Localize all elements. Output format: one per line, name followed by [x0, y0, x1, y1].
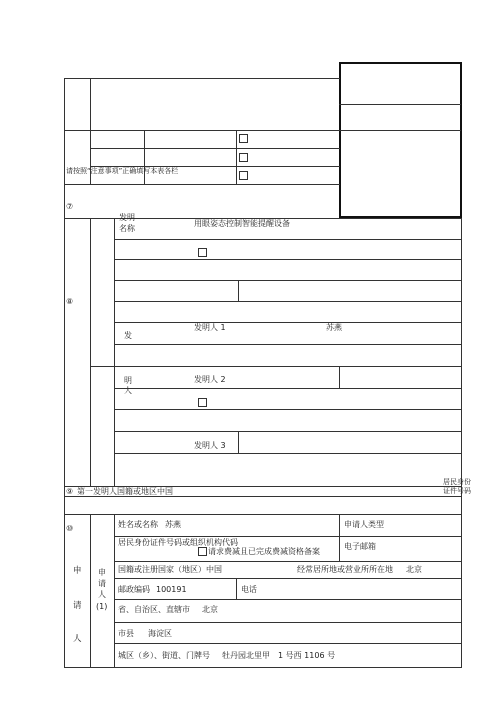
col-divider [339, 514, 340, 561]
inventor-1-name: 苏燕 [326, 323, 342, 332]
section-9-marker: ⑨ [66, 487, 74, 496]
phone-label: 电话 [241, 585, 257, 594]
col-divider [236, 578, 237, 599]
city-value: 海淀区 [148, 629, 172, 638]
province-label: 省、自治区、直辖市 [118, 605, 190, 614]
row-line [90, 148, 340, 149]
row-line [64, 184, 340, 185]
row-line [114, 453, 462, 454]
row-line [114, 301, 462, 302]
invention-name-label: 名称 [119, 224, 135, 233]
inventor-1-label: 发明人 1 [194, 323, 226, 332]
right-border [461, 218, 462, 668]
applicant-vertical-qing: 请 [73, 601, 82, 611]
col-divider [90, 218, 91, 486]
row-line [114, 409, 462, 410]
resident-id-label-1: 居民身份 [443, 478, 471, 486]
street-value: 牡丹园北里甲 [222, 651, 270, 660]
row-line [90, 366, 462, 367]
postcode-value: 100191 [156, 585, 187, 594]
row-line [114, 280, 462, 281]
resident-id-label-2: 证件号码 [443, 487, 471, 495]
email-label: 电子邮箱 [344, 542, 376, 551]
invention-label: 发明 [119, 213, 135, 222]
id-number-label: 居民身份证件号码或组织机构代码 [118, 538, 238, 547]
applicant-vertical-ren: 人 [73, 634, 82, 644]
first-inventor-nationality: 第一发明人国籍或地区中国 [77, 487, 173, 496]
checkbox[interactable] [239, 171, 248, 180]
inventor-2-label: 发明人 2 [194, 375, 226, 384]
house-number-value: 1 号西 1106 号 [278, 651, 336, 660]
inventor-3-label: 发明人 3 [194, 441, 226, 450]
row-line [114, 599, 462, 600]
inventor-vertical-ming: 明 [124, 376, 132, 385]
top-border [64, 78, 340, 79]
street-label: 城区（乡）、街道、门牌号 [118, 651, 210, 660]
office-box-divider [339, 104, 461, 105]
fee-reduction-checkbox[interactable] [198, 547, 207, 556]
bottom-border [64, 667, 462, 668]
row-line [64, 496, 462, 497]
col-divider [236, 130, 237, 184]
checkbox[interactable] [239, 134, 248, 143]
row-line [114, 622, 462, 623]
country-label: 国籍或注册国家（地区）中国 [118, 565, 222, 574]
fill-instruction-note: 请按照“注意事项”正确填写本表各栏 [66, 167, 179, 175]
row-line [64, 514, 462, 515]
applicant-1-ren: 人 [98, 590, 106, 599]
applicant-1-shen: 申 [98, 568, 106, 577]
row-line [114, 259, 462, 260]
applicant-vertical-shen: 申 [73, 566, 82, 576]
left-border [64, 78, 65, 668]
applicant-1-qing: 请 [98, 579, 106, 588]
row-line [114, 239, 462, 240]
applicant-type-label: 申请人类型 [344, 520, 384, 529]
inventor-vertical-ren: 人 [124, 386, 132, 395]
row-line [114, 322, 462, 323]
col-divider [238, 431, 239, 453]
row-line [114, 536, 462, 537]
section-8-marker: ⑧ [66, 297, 74, 306]
section-10-marker: ⑩ [66, 524, 74, 533]
row-line [114, 561, 462, 562]
province-value: 北京 [202, 605, 218, 614]
applicant-1-number: (1) [96, 602, 108, 611]
checkbox[interactable] [239, 153, 248, 162]
row-line [114, 388, 462, 389]
checkbox[interactable] [198, 248, 207, 257]
section-7-marker: ⑦ [66, 202, 74, 211]
invention-name-value: 用眼姿态控制智能提醒设备 [194, 219, 290, 228]
inventor-vertical-fa: 发 [124, 331, 132, 340]
col-divider [238, 280, 239, 301]
col-divider [90, 514, 91, 667]
col-divider [339, 366, 340, 388]
fee-reduction-label: 请求费减且已完成费减资格备案 [208, 547, 320, 556]
office-box-divider [339, 130, 461, 131]
row-line [64, 130, 340, 131]
postcode-label: 邮政编码 [118, 585, 150, 594]
name-value: 苏燕 [165, 520, 181, 529]
office-use-box [339, 62, 462, 218]
residence-value: 北京 [406, 565, 422, 574]
row-line [114, 578, 462, 579]
residence-label: 经常居所地或营业所所在地 [297, 565, 393, 574]
name-label: 姓名或名称 [118, 520, 158, 529]
row-line [114, 431, 462, 432]
row-line [114, 643, 462, 644]
row-line [114, 344, 462, 345]
city-label: 市县 [118, 629, 134, 638]
checkbox[interactable] [198, 398, 207, 407]
